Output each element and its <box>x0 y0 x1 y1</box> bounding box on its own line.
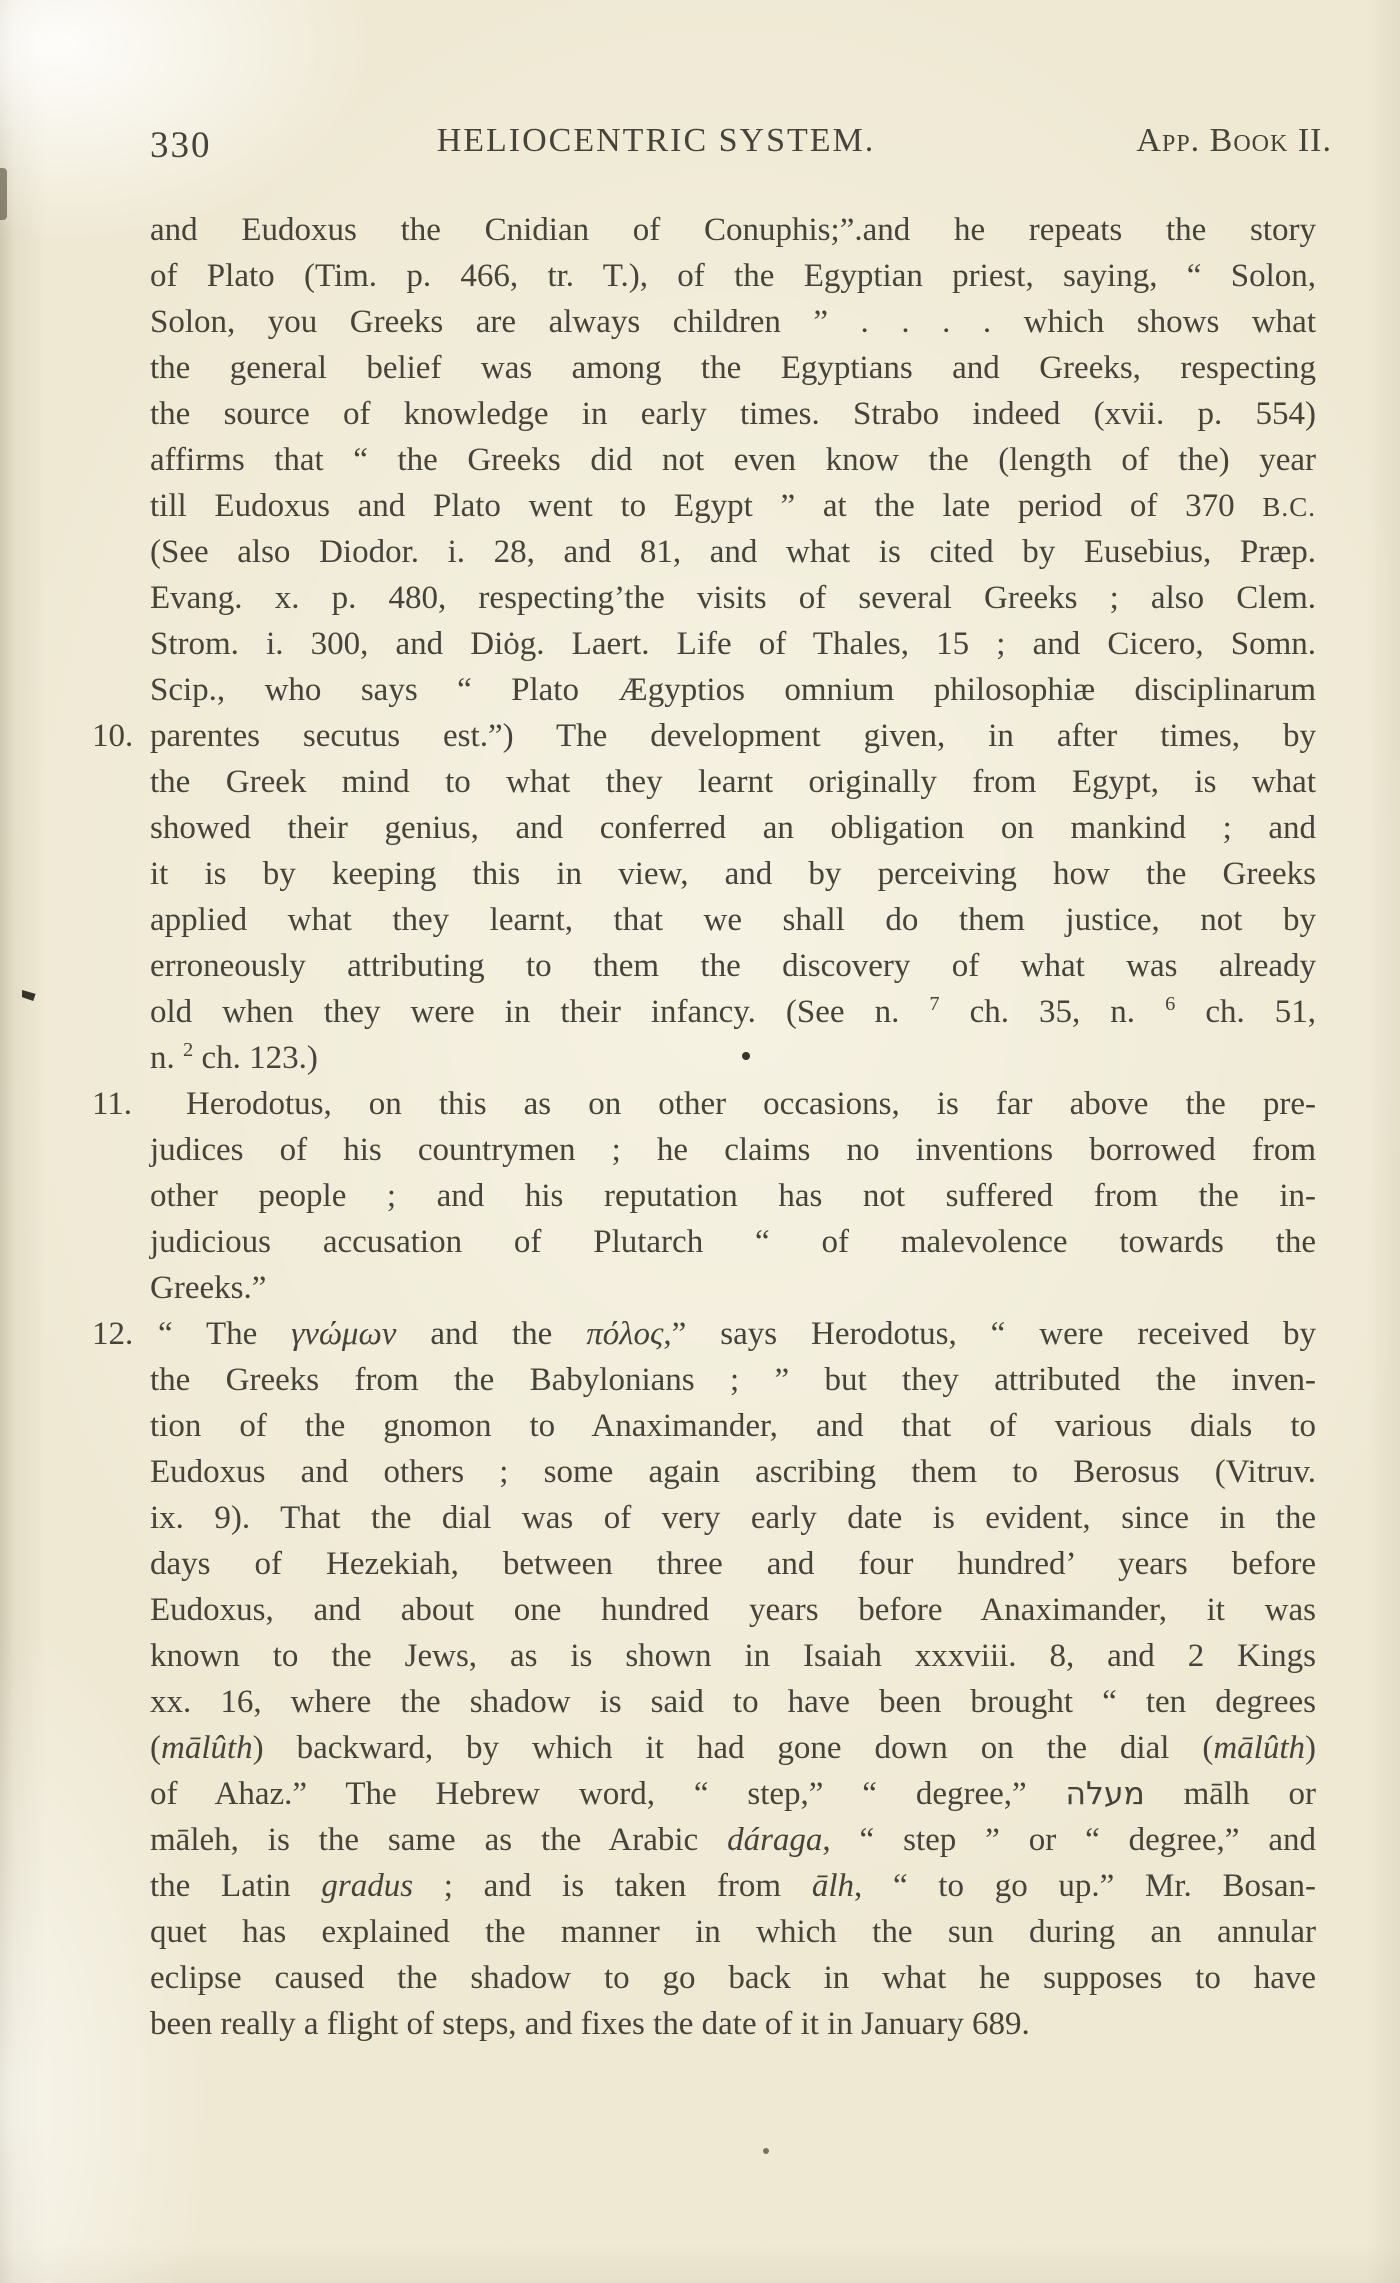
text-line: applied what they learnt, that we shall do them justice, not by <box>150 902 1316 938</box>
text-line: xx. 16, where the shadow is said to have been brought “ ten degrees <box>150 1684 1316 1720</box>
text-line: quet has explained the manner in which the sun during an annular <box>150 1914 1316 1950</box>
page-header <box>0 118 1400 168</box>
text-block <box>92 207 1317 2047</box>
text-line: māleh, is the same as the Arabic dáraga, “ step ” or “ degree,” and <box>150 1822 1316 1858</box>
ink-speck <box>763 2148 769 2154</box>
text-line: judices of his countrymen ; he claims no inventions borrowed from <box>150 1132 1316 1168</box>
text-line: ix. 9). That the dial was of very early date is evident, since in the <box>150 1500 1316 1536</box>
page-number: 330 <box>150 125 212 166</box>
text-line: showed their genius, and conferred an obligation on mankind ; and <box>150 810 1316 846</box>
text-line: Eudoxus, and about one hundred years before Anaximander, it was <box>150 1592 1316 1628</box>
margin-ink-mark <box>22 988 38 1001</box>
text-line: and Eudoxus the Cnidian of Conuphis;”.and he repeats the story <box>150 212 1316 248</box>
text-line: the Greeks from the Babylonians ; ” but they attributed the inven- <box>150 1362 1316 1398</box>
text-line: old when they were in their infancy. (See n. $^7$ ch. 35, n. $^6$ ch. 51, <box>150 993 1317 1030</box>
text-line: of Ahaz.” The Hebrew word, “ step,” “ degree,” מעלה mālh or <box>150 1776 1316 1812</box>
paragraph-number: 11. <box>92 1086 133 1122</box>
text-line: n. $^2$ ch. 123.) <box>150 1039 318 1076</box>
text-line: Eudoxus and others ; some again ascribing them to Berosus (Vitruv. <box>150 1454 1316 1490</box>
scan-edge-mark <box>0 168 7 220</box>
text-line: Evang. x. p. 480, respecting’the visits of several Greeks ; also Clem. <box>150 580 1316 616</box>
text-line: (mālûth) backward, by which it had gone down on the dial (mālûth) <box>150 1730 1316 1766</box>
text-line: the Greek mind to what they learnt originally from Egypt, is what <box>150 764 1316 800</box>
text-line: Scip., who says “ Plato Ægyptios omnium philosophiæ disciplinarum <box>150 672 1316 708</box>
text-line: the source of knowledge in early times. Strabo indeed (xvii. p. 554) <box>150 396 1316 432</box>
text-line: tion of the gnomon to Anaximander, and that of various dials to <box>150 1408 1316 1444</box>
text-line: Greeks.” <box>150 1270 267 1306</box>
text-line: Herodotus, on this as on other occasions, is far above the pre- 11. <box>150 1081 1316 1127</box>
text-line: of Plato (Tim. p. 466, tr. T.), of the Egyptian priest, saying, “ Solon, <box>150 258 1316 294</box>
text-line: (See also Diodor. i. 28, and 81, and what is cited by Eusebius, Præp. <box>150 534 1316 570</box>
text-line: affirms that “ the Greeks did not even know the (length of the) year <box>150 442 1316 478</box>
text-line: Strom. i. 300, and Diȯg. Laert. Life of Thales, 15 ; and Cicero, Somn. <box>150 626 1316 662</box>
text-line: “ The γνώμων and the πόλος,” says Herodotus, “ were received by 12. <box>150 1311 1316 1357</box>
paragraph-number: 12. <box>92 1316 134 1352</box>
text-line: erroneously attributing to them the discovery of what was already <box>150 948 1316 984</box>
text-line: Solon, you Greeks are always children ” . . . . which shows what <box>150 304 1316 340</box>
text-line: the general belief was among the Egyptians and Greeks, respecting <box>150 350 1316 386</box>
book-section-label: App. Book II. <box>1136 122 1332 159</box>
text-line: days of Hezekiah, between three and four hundred’ years before <box>150 1546 1316 1582</box>
text-line: it is by keeping this in view, and by perceiving how the Greeks <box>150 856 1316 892</box>
text-line: till Eudoxus and Plato went to Egypt ” at the late period of 370 B.C. <box>150 488 1316 524</box>
text-line: known to the Jews, as is shown in Isaiah xxxviii. 8, and 2 Kings <box>150 1638 1316 1674</box>
running-title: HELIOCENTRIC SYSTEM. <box>436 122 876 159</box>
ink-speck <box>742 1052 750 1060</box>
paragraph-number: 10. <box>92 718 134 754</box>
text-line: other people ; and his reputation has not suffered from the in- <box>150 1178 1316 1214</box>
text-line: judicious accusation of Plutarch “ of malevolence towards the <box>150 1224 1316 1260</box>
text-line: eclipse caused the shadow to go back in what he supposes to have <box>150 1960 1316 1996</box>
text-line: been really a flight of steps, and fixes the date of it in January 689. <box>150 2006 1030 2042</box>
text-line: parentes secutus est.”) The development given, in after times, by 10. <box>150 713 1316 759</box>
text-line: the Latin gradus ; and is taken from ālh, “ to go up.” Mr. Bosan- <box>150 1868 1316 1904</box>
